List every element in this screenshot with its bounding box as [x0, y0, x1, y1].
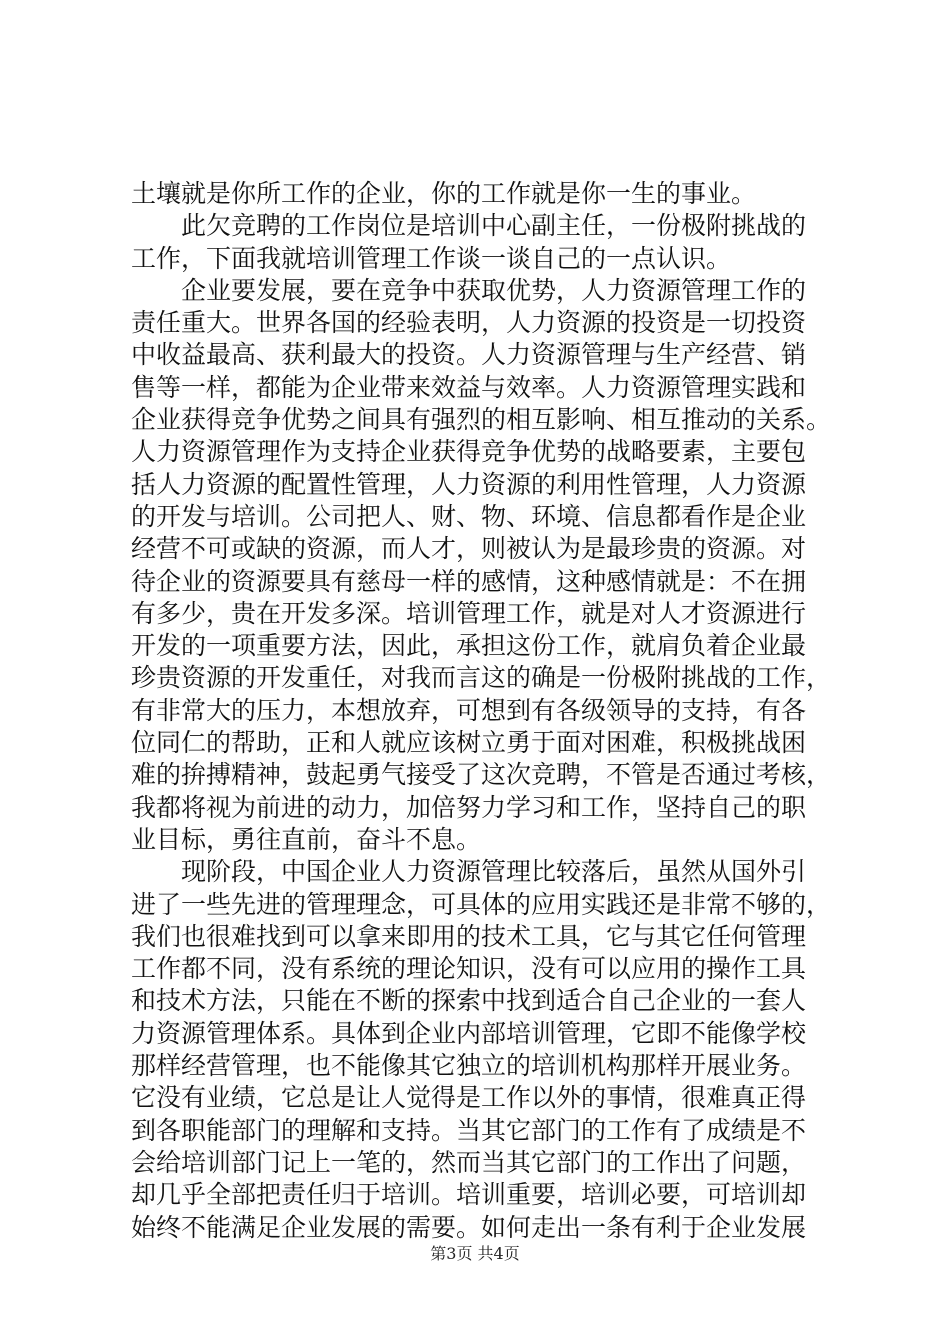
text-line: 有多少，贵在开发多深。培训管理工作，就是对人才资源进行	[131, 598, 807, 628]
text-line: 我都将视为前进的动力，加倍努力学习和工作，坚持自己的职	[131, 792, 807, 822]
text-line: 和技术方法，只能在不断的探索中找到适合自己企业的一套人	[131, 986, 807, 1016]
text-line: 的开发与培训。公司把人、财、物、环境、信息都看作是企业	[131, 501, 807, 531]
text-line: 珍贵资源的开发重任，对我而言这的确是一份极附挑战的工作，	[131, 663, 831, 693]
text-line: 土壤就是你所工作的企业，你的工作就是你一生的事业。	[131, 179, 757, 208]
text-line: 此欠竞聘的工作岗位是培训中心副主任，一份极附挑战的	[181, 211, 807, 241]
body-text	[131, 178, 831, 1244]
text-line: 难的拚搏精神，鼓起勇气接受了这次竞聘，不管是否通过考核，	[131, 760, 831, 790]
text-line: 会给培训部门记上一笔的，然而当其它部门的工作出了问题，	[131, 1147, 807, 1177]
text-line: 它没有业绩，它总是让人觉得是工作以外的事情，很难真正得	[131, 1083, 807, 1113]
text-line: 到各职能部门的理解和支持。当其它部门的工作有了成绩是不	[131, 1115, 807, 1145]
text-line: 人力资源管理作为支持企业获得竞争优势的战略要素，主要包	[131, 437, 807, 467]
text-line: 责任重大。世界各国的经验表明，人力资源的投资是一切投资	[131, 308, 807, 338]
text-line: 位同仁的帮助，正和人就应该树立勇于面对困难，积极挑战困	[131, 728, 807, 758]
text-line: 力资源管理体系。具体到企业内部培训管理，它即不能像学校	[131, 1018, 807, 1048]
text-line: 有非常大的压力，本想放弃，可想到有各级领导的支持，有各	[131, 695, 807, 725]
text-line: 企业要发展，要在竞争中获取优势，人力资源管理工作的	[181, 275, 807, 305]
page-footer	[0, 1241, 950, 1264]
text-line: 待企业的资源要具有慈母一样的感情，这种感情就是：不在拥	[131, 566, 807, 596]
text-line: 那样经营管理，也不能像其它独立的培训机构那样开展业务。	[131, 1051, 807, 1081]
text-line: 企业获得竞争优势之间具有强烈的相互影响、相互推动的关系。	[131, 405, 831, 435]
text-line: 我们也很难找到可以拿来即用的技术工具，它与其它任何管理	[131, 921, 807, 951]
text-line: 售等一样，都能为企业带来效益与效率。人力资源管理实践和	[131, 372, 807, 402]
text-line: 经营不可或缺的资源，而人才，则被认为是最珍贵的资源。对	[131, 534, 807, 564]
text-line: 工作，下面我就培训管理工作谈一谈自己的一点认识。	[131, 243, 732, 273]
text-line: 却几乎全部把责任归于培训。培训重要，培训必要，可培训却	[131, 1180, 807, 1210]
text-line: 工作都不同，没有系统的理论知识，没有可以应用的操作工具	[131, 954, 807, 984]
page-number: 第3页 共4页	[430, 1244, 520, 1263]
text-line: 进了一些先进的管理理念，可具体的应用实践还是非常不够的，	[131, 889, 831, 919]
text-line: 现阶段，中国企业人力资源管理比较落后，虽然从国外引	[181, 857, 807, 887]
text-line: 括人力资源的配置性管理，人力资源的利用性管理，人力资源	[131, 469, 807, 499]
text-line: 始终不能满足企业发展的需要。如何走出一条有利于企业发展	[131, 1212, 807, 1242]
text-line: 开发的一项重要方法，因此，承担这份工作，就肩负着企业最	[131, 631, 807, 661]
text-line: 业目标，勇往直前，奋斗不息。	[131, 824, 482, 854]
text-line: 中收益最高、获利最大的投资。人力资源管理与生产经营、销	[131, 340, 807, 370]
